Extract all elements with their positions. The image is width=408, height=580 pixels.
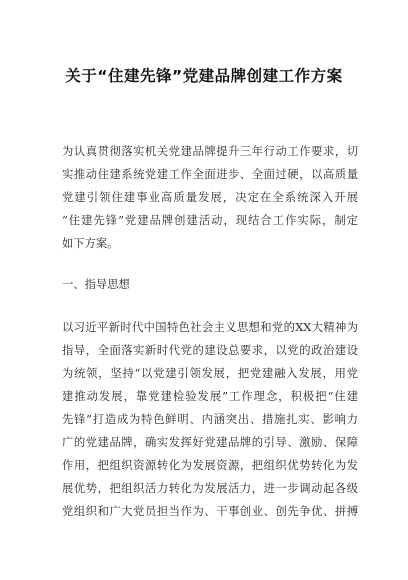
guiding-paragraph xyxy=(62,316,358,523)
paragraph-line: 先锋”打造成为特色鲜明、内涵突出、措施扎实、影响力 xyxy=(62,413,358,426)
document-title: 关于“住建先锋”党建品牌创建工作方案 xyxy=(65,67,343,85)
paragraph-line: 以习近平新时代中国特色社会主义思想和党的XX大精神为 xyxy=(62,321,358,334)
paragraph-line: 作用，把组织资源转化为发展资源，把组织优势转化为发 xyxy=(62,459,358,472)
paragraph-line: 广的党建品牌，确实发挥好党建品牌的引导、激励、保障 xyxy=(62,436,358,449)
paragraph-line: 指导，全面落实新时代党的建设总要求，以党的政治建设 xyxy=(62,344,358,357)
section-heading: 一、指导思想 xyxy=(62,278,130,291)
paragraph-line: 为认真贯彻落实机关党建品牌提升三年行动工作要求，切 xyxy=(62,145,358,158)
paragraph-line: 为统领，坚持“以党建引领发展，把党建融入发展，用党 xyxy=(62,367,358,380)
paragraph-line: “住建先锋”党建品牌创建活动，现结合工作实际，制定 xyxy=(62,214,358,227)
paragraph-line: 展优势，把组织活力转化为发展活力，进一步调动起各级 xyxy=(62,482,358,495)
paragraph-line: 党组织和广大党员担当作为、干事创业、创先争优、拼搏 xyxy=(62,505,358,518)
paragraph-line: 建推动发展，靠党建检验发展”工作理念，积极把“住建 xyxy=(62,390,358,403)
paragraph-line: 实推动住建系统党建工作全面进步、全面过硬，以高质量 xyxy=(62,168,358,181)
paragraph-line: 党建引领住建事业高质量发展，决定在全系统深入开展 xyxy=(62,191,358,204)
intro-paragraph xyxy=(62,140,358,255)
paragraph-line: 如下方案。 xyxy=(62,237,119,250)
